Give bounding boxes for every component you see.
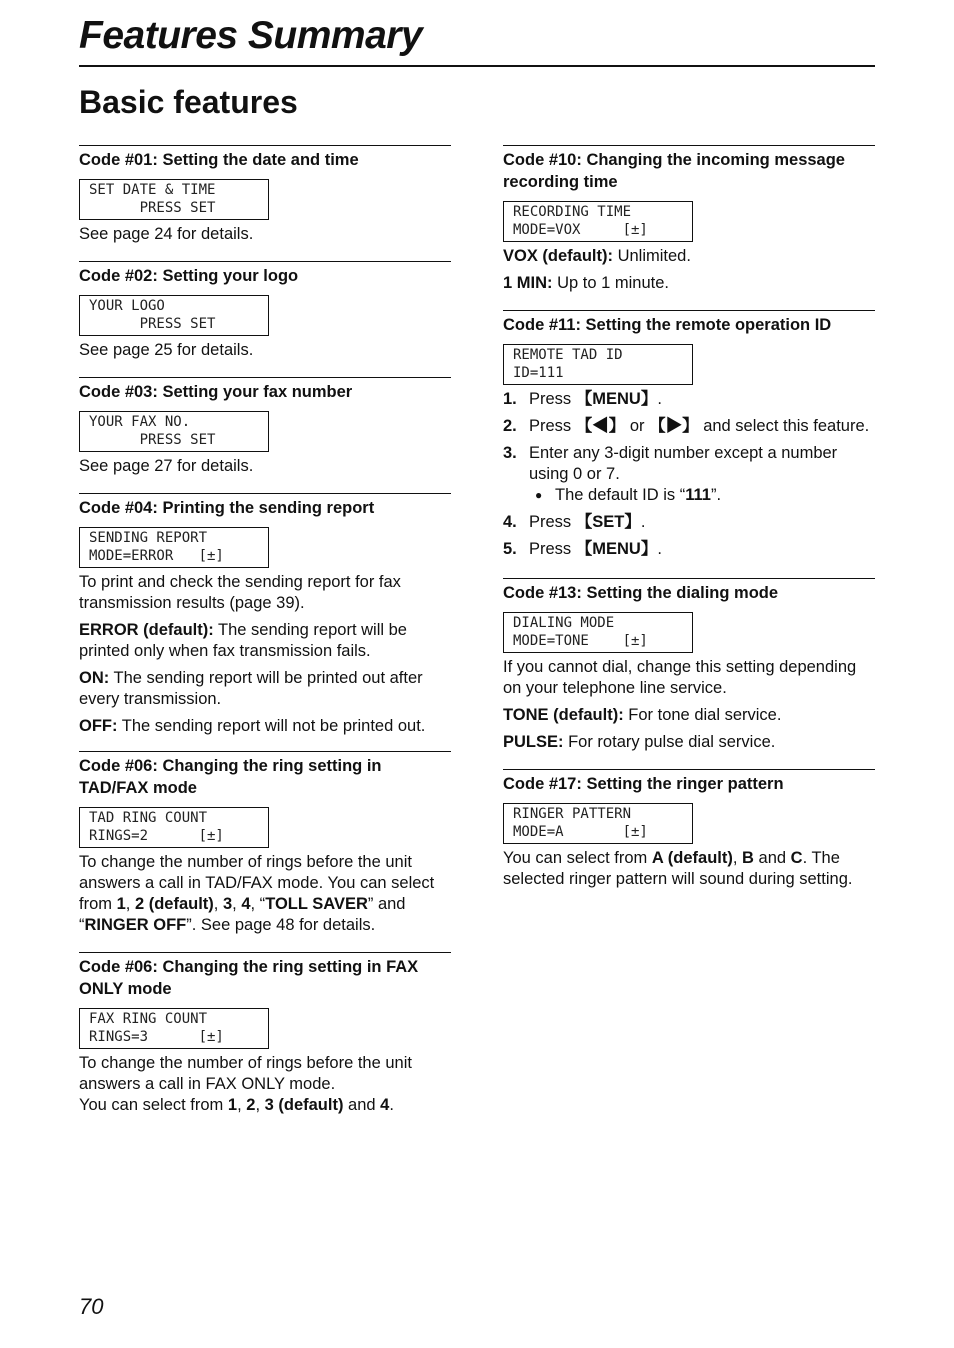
feature-title: Code #06: Changing the ring setting in TAD/FAX mode	[79, 757, 382, 797]
lcd-line-1: FAX RING COUNT	[89, 1011, 208, 1027]
option-off: OFF: The sending report will not be printed out.	[79, 717, 426, 735]
lcd-line-2: MODE=A [±]	[513, 823, 648, 840]
feature-code-04	[79, 493, 451, 737]
feature-code-02	[79, 261, 451, 361]
lcd-line-2: PRESS SET	[89, 431, 216, 448]
feature-description: See page 24 for details.	[79, 225, 254, 243]
feature-title: Code #06: Changing the ring setting in FAX ONLY mode	[79, 958, 419, 998]
lcd-display	[79, 411, 269, 452]
option-pulse: PULSE: For rotary pulse dial service.	[503, 733, 776, 751]
feature-code-01	[79, 145, 451, 245]
lcd-display	[79, 295, 269, 336]
feature-code-11	[503, 310, 875, 560]
feature-title: Code #10: Changing the incoming message recording time	[503, 151, 845, 191]
step-item: 2. Press 【◀】 or 【▶】 and select this feature.	[503, 417, 870, 435]
step-item: 1. Press 【MENU】.	[503, 390, 662, 408]
lcd-line-1: SENDING REPORT	[89, 530, 208, 546]
menu-key: 【MENU】	[575, 540, 658, 558]
feature-code-06-tad-fax	[79, 751, 451, 936]
header-rule	[79, 65, 875, 67]
feature-description: If you cannot dial, change this setting depending on your telephone line service.	[503, 658, 857, 697]
left-column	[79, 145, 451, 1122]
lcd-line-1: TAD RING COUNT	[89, 810, 208, 826]
step-item: 5. Press 【MENU】.	[503, 540, 662, 558]
set-key: 【SET】	[575, 513, 641, 531]
lcd-line-2: MODE=ERROR [±]	[89, 547, 224, 564]
lcd-line-1: DIALING MODE	[513, 615, 615, 631]
lcd-line-1: YOUR LOGO	[89, 298, 165, 314]
lcd-line-2: ID=111	[513, 364, 564, 381]
step-item: 4. Press 【SET】.	[503, 513, 646, 531]
feature-description: To print and check the sending report for fax transmission results (page 39).	[79, 573, 401, 612]
lcd-line-2: MODE=TONE [±]	[513, 632, 648, 649]
lcd-display	[503, 803, 693, 844]
feature-title: Code #13: Setting the dialing mode	[503, 584, 779, 602]
section-title: Basic features	[79, 84, 298, 120]
feature-code-03	[79, 377, 451, 477]
option-vox: VOX (default): Unlimited.	[503, 247, 691, 265]
lcd-line-2: RINGS=2 [±]	[89, 827, 224, 844]
feature-title: Code #03: Setting your fax number	[79, 383, 353, 401]
bullet-icon: ●	[535, 488, 543, 502]
lcd-line-2: RINGS=3 [±]	[89, 1028, 224, 1045]
lcd-display	[503, 201, 693, 242]
option-on: ON: The sending report will be printed out after every transmission.	[79, 669, 423, 708]
feature-description: See page 25 for details.	[79, 341, 254, 359]
lcd-line-1: RINGER PATTERN	[513, 806, 632, 822]
lcd-display	[79, 179, 269, 220]
feature-description: You can select from A (default), B and C. The selected ringer pattern will sound during setting.	[503, 849, 853, 888]
feature-title: Code #17: Setting the ringer pattern	[503, 775, 784, 793]
lcd-display	[79, 1008, 269, 1049]
lcd-display	[79, 527, 269, 568]
feature-code-17	[503, 769, 875, 890]
feature-description: To change the number of rings before the unit answers a call in TAD/FAX mode. You can select from 1, 2 (default), 3, 4, “TOLL SAVER” and “RINGER OFF”. See page 48 for details.	[79, 853, 435, 934]
feature-title: Code #02: Setting your logo	[79, 267, 299, 285]
lcd-line-1: REMOTE TAD ID	[513, 347, 623, 363]
feature-title: Code #11: Setting the remote operation ID	[503, 316, 832, 334]
bullet-item: ● The default ID is “111”.	[529, 485, 875, 506]
lcd-line-1: SET DATE & TIME	[89, 182, 216, 198]
step-item: 3. Enter any 3-digit number except a number using 0 or 7.	[503, 444, 838, 483]
lcd-line-2: PRESS SET	[89, 315, 216, 332]
option-1-min: 1 MIN: Up to 1 minute.	[503, 274, 669, 292]
lcd-display	[503, 344, 693, 385]
option-tone: TONE (default): For tone dial service.	[503, 706, 782, 724]
feature-code-10	[503, 145, 875, 294]
page-header-title: Features Summary	[79, 14, 423, 57]
left-arrow-key-icon: 【◀】	[575, 417, 626, 435]
feature-title: Code #04: Printing the sending report	[79, 499, 375, 517]
menu-key: 【MENU】	[575, 390, 658, 408]
page-number: 70	[79, 1294, 104, 1319]
lcd-line-2: MODE=VOX [±]	[513, 221, 648, 238]
lcd-line-1: RECORDING TIME	[513, 204, 632, 220]
lcd-display	[79, 807, 269, 848]
feature-title: Code #01: Setting the date and time	[79, 151, 359, 169]
lcd-display	[503, 612, 693, 653]
lcd-line-1: YOUR FAX NO.	[89, 414, 191, 430]
feature-description: To change the number of rings before the unit answers a call in FAX ONLY mode. You can select from 1, 2, 3 (default) and 4.	[79, 1054, 412, 1114]
feature-code-13	[503, 578, 875, 753]
right-arrow-key-icon: 【▶】	[649, 417, 699, 435]
right-column	[503, 145, 875, 896]
feature-description: See page 27 for details.	[79, 457, 254, 475]
feature-code-06-fax-only	[79, 952, 451, 1116]
steps-list	[503, 389, 875, 560]
lcd-line-2: PRESS SET	[89, 199, 216, 216]
option-error: ERROR (default): The sending report will be printed only when fax transmission fails.	[79, 621, 407, 660]
